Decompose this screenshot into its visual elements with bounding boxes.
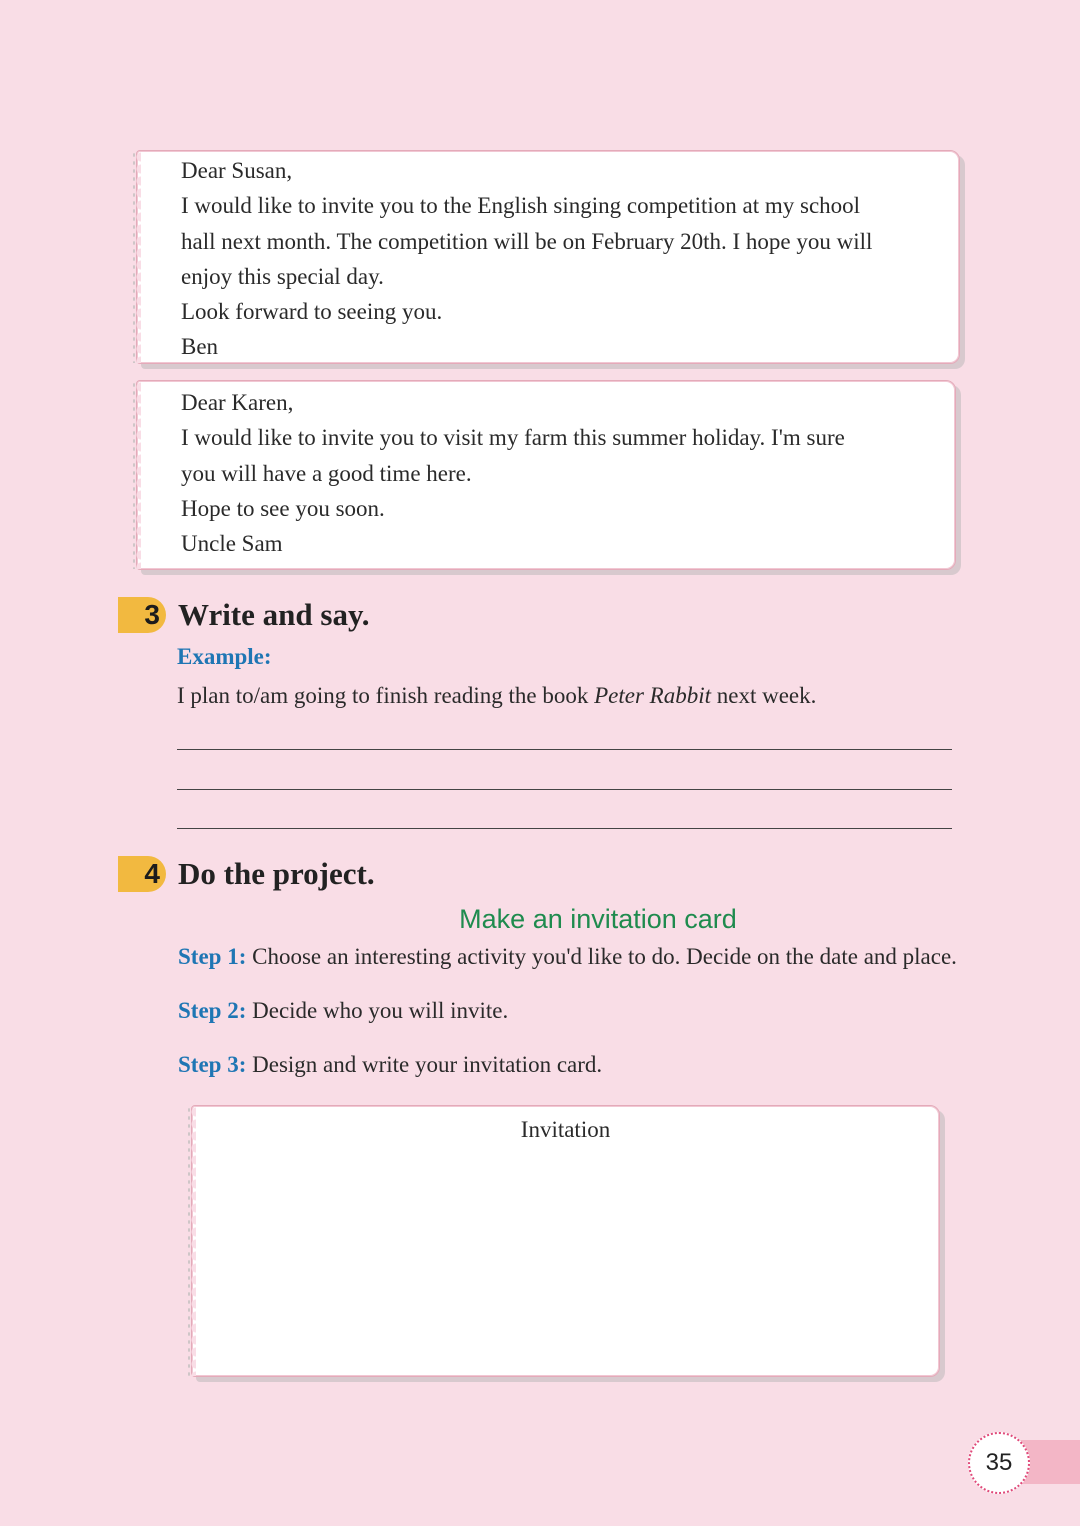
step-label: Step 1: <box>178 944 247 969</box>
answer-line-3[interactable] <box>177 828 952 829</box>
letter-line: enjoy this special day. <box>181 263 384 289</box>
example-book-title: Peter Rabbit <box>594 683 712 708</box>
invitation-card[interactable] <box>191 1105 940 1377</box>
letter-line: I would like to invite you to the English singing competition at my school <box>181 193 861 219</box>
letter-line: hall next month. The competition will be on February 20th. I hope you will <box>181 228 873 254</box>
letter-line: Uncle Sam <box>181 531 283 557</box>
example-text-end: next week. <box>711 683 817 708</box>
spiral-binding <box>129 381 141 569</box>
step-text: Decide who you will invite. <box>246 998 509 1023</box>
letter-text <box>181 385 925 561</box>
project-title: Make an invitation card <box>459 904 737 934</box>
letter-line: I would like to invite you to visit my farm this summer holiday. I'm sure <box>181 425 845 451</box>
step-label: Step 3: <box>178 1052 247 1077</box>
letter-text <box>181 153 929 365</box>
letter-line: Dear Karen, <box>181 390 294 415</box>
example-sentence <box>177 683 816 709</box>
step-label: Step 2: <box>178 998 247 1023</box>
page-number: 35 <box>968 1432 1030 1494</box>
answer-line-1[interactable] <box>177 749 952 750</box>
section-number-badge: 4 <box>118 856 166 892</box>
step-text: Choose an interesting activity you'd like to do. Decide on the date and place. <box>246 944 957 969</box>
letter-card-karen <box>136 380 956 570</box>
letter-line: Ben <box>181 334 219 360</box>
section-number-badge: 3 <box>118 597 166 633</box>
letter-line: Look forward to seeing you. <box>181 299 443 325</box>
spiral-binding <box>184 1106 196 1376</box>
example-label: Example: <box>177 644 272 669</box>
section-3-header <box>118 596 369 634</box>
letter-line: Dear Susan, <box>181 158 293 183</box>
letter-card-susan <box>136 150 960 364</box>
example-text-start: I plan to/am going to finish reading the book <box>177 683 595 708</box>
section-title: Write and say. <box>178 597 370 632</box>
letter-line: you will have a good time here. <box>181 460 472 486</box>
section-title: Do the project. <box>178 856 375 891</box>
step-2 <box>178 998 508 1024</box>
invitation-title: Invitation <box>520 1117 611 1142</box>
step-3 <box>178 1052 602 1078</box>
answer-line-2[interactable] <box>177 789 952 790</box>
spiral-binding <box>129 151 141 363</box>
step-text: Design and write your invitation card. <box>246 1052 603 1077</box>
section-4-header <box>118 855 375 893</box>
step-1 <box>178 944 957 970</box>
letter-line: Hope to see you soon. <box>181 495 385 521</box>
